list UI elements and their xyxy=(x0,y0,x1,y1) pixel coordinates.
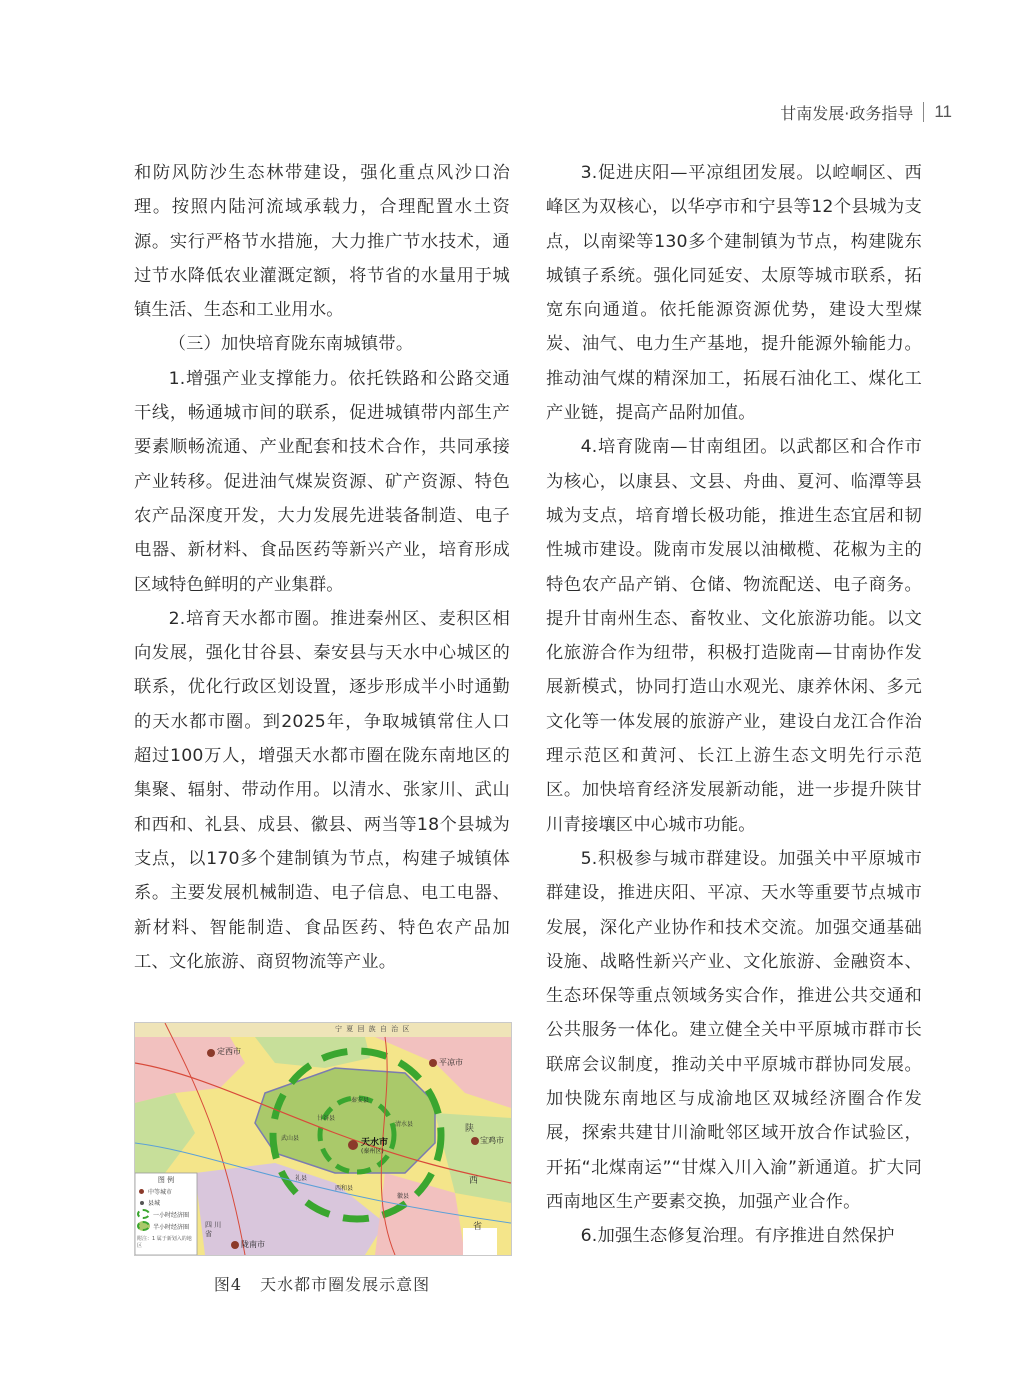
legend-item: 县城 xyxy=(137,1198,195,1207)
section-heading: （三）加快培育陇东南城镇带。 xyxy=(168,334,414,355)
map-label-pingliang: 平凉市 xyxy=(439,1058,463,1067)
paragraph: 4.培育陇南—甘南组团。以武都区和合作市为核心，以康县、文县、舟曲、夏河、临潭等县城为支点，培育增长极功能，推进生态宜居和韧性城市建设。陇南市发展以油橄榄、花椒为主的特色农产品产销、仓储、物流配送、电子商务。提升甘南州生态、畜牧业、文化旅游功能。以文化旅游合作为纽带，积极打造陇南—甘南协作发展新模式，协同打造山水观光、康养休闲、多元文化等一体发展的旅游产业，建设白龙江合作治理示范区和黄河、长江上游生态文明先行示范区。加快培育经济发展新动能，进一步提升陕甘川青接壤区中心城市功能。 xyxy=(546,437,922,835)
map-label-gangu: 甘谷县 xyxy=(317,1115,336,1122)
map-label-ningxia: 宁 夏 回 族 自 治 区 xyxy=(335,1025,411,1033)
zone-icon xyxy=(137,1221,150,1231)
map-label-longnan: 陇南市 xyxy=(241,1240,265,1249)
map-label-tianshui-sub: (秦州区) xyxy=(361,1148,384,1155)
tianshui-map-figure xyxy=(134,1022,512,1256)
map-label-shaan: 陕 xyxy=(465,1124,475,1134)
map-label-sichuan: 四 川 省 xyxy=(205,1221,222,1238)
map-label-dingxi: 定西市 xyxy=(217,1047,241,1056)
map-label-baoji: 宝鸡市 xyxy=(480,1136,504,1145)
figure-title: 天水都市圈发展示意图 xyxy=(260,1275,431,1294)
legend-note: 附注：1 属于新划入的地区 xyxy=(137,1236,192,1249)
map-label-sheng: 省 xyxy=(473,1222,483,1232)
paragraph: 6.加强生态修复治理。有序推进自然保护 xyxy=(580,1226,895,1247)
running-header xyxy=(780,100,952,124)
map-label-xi: 西 xyxy=(469,1176,479,1186)
header-divider xyxy=(923,102,924,122)
paragraph: 和防风防沙生态林带建设，强化重点风沙口治理。按照内陆河流域承载力，合理配置水土资源。实行严格节水措施，大力推广节水技术，通过节水降低农业灌溉定额，将节省的水量用于城镇生活、生态和工业用水。 xyxy=(134,163,510,321)
figure-caption xyxy=(134,1272,510,1295)
legend-item: 半小时经济圈 xyxy=(137,1221,195,1231)
paragraph: 5.积极参与城市群建设。加强关中平原城市群建设，推进庆阳、平凉、天水等重要节点城市发展，深化产业协作和技术交流。加强交通基础设施、战略性新兴产业、文化旅游、金融资本、生态环保等重点领域务实合作，推进公共交通和公共服务一体化。建立健全关中平原城市群市长联席会议制度，推动关中平原城市群协同发展。加快陇东南地区与成渝地区双城经济圈合作发展，探索共建甘川渝毗邻区域开放合作试验区，开拓“北煤南运”“甘煤入川入渝”新通道。扩大同西南地区生产要素交换，加强产业合作。 xyxy=(546,848,922,1212)
map-label-wushan: 武山县 xyxy=(281,1135,300,1142)
page-number: 11 xyxy=(934,102,952,121)
paragraph: 1.增强产业支撑能力。依托铁路和公路交通干线，畅通城市间的联系，促进城镇带内部生产要素顺畅流通、产业配套和技术合作，共同承接产业转移。促进油气煤炭资源、矿产资源、特色农产品深度开发，大力发展先进装备制造、电子电器、新材料、食品医药等新兴产业，培育形成区域特色鲜明的产业集群。 xyxy=(134,368,510,595)
map-legend xyxy=(137,1175,195,1249)
legend-item: 中等城市 xyxy=(137,1187,195,1196)
legend-title: 图 例 xyxy=(157,1176,175,1184)
paragraph: 3.促进庆阳—平凉组团发展。以崆峒区、西峰区为双核心，以华亭市和宁县等12个县城为支点，以南梁等130多个建制镇为节点，构建陇东城镇子系统。强化同延安、太原等城市联系，拓宽东向通道。依托能源资源优势，建设大型煤炭、油气、电力生产基地，提升能源外输能力。推动油气煤的精深加工，拓展石油化工、煤化工产业链，提高产品附加值。 xyxy=(546,163,922,424)
right-column xyxy=(546,156,922,1254)
map-label-xihe: 西和县 xyxy=(335,1185,354,1192)
left-column xyxy=(134,156,510,979)
ring-icon xyxy=(137,1209,150,1219)
county-dot-icon xyxy=(140,1201,144,1205)
map-label-lixian: 礼县 xyxy=(295,1175,308,1182)
figure-number: 图4 xyxy=(213,1275,243,1294)
journal-title: 甘南发展·政务指导 xyxy=(780,103,914,123)
legend-item: 一小时经济圈 xyxy=(137,1209,195,1219)
city-dot-icon xyxy=(139,1189,144,1194)
map-label-qingshui: 清水县 xyxy=(395,1121,414,1128)
map-label-tianshui: 天水市 xyxy=(361,1138,389,1148)
map-label-qinan: 秦安县 xyxy=(351,1097,370,1104)
map-label-huixian: 徽县 xyxy=(397,1193,410,1200)
paragraph: 2.培育天水都市圈。推进秦州区、麦积区相向发展，强化甘谷县、秦安县与天水中心城区的联系，优化行政区划设置，逐步形成半小时通勤的天水都市圈。到2025年，争取城镇常住人口超过100万人，增强天水都市圈在陇东南地区的集聚、辐射、带动作用。以清水、张家川、武山和西和、礼县、成县、徽县、两当等18个县城为支点，以170多个建制镇为节点，构建子城镇体系。主要发展机械制造、电子信息、电工电器、新材料、智能制造、食品医药、特色农产品加工、文化旅游、商贸物流等产业。 xyxy=(134,608,510,972)
